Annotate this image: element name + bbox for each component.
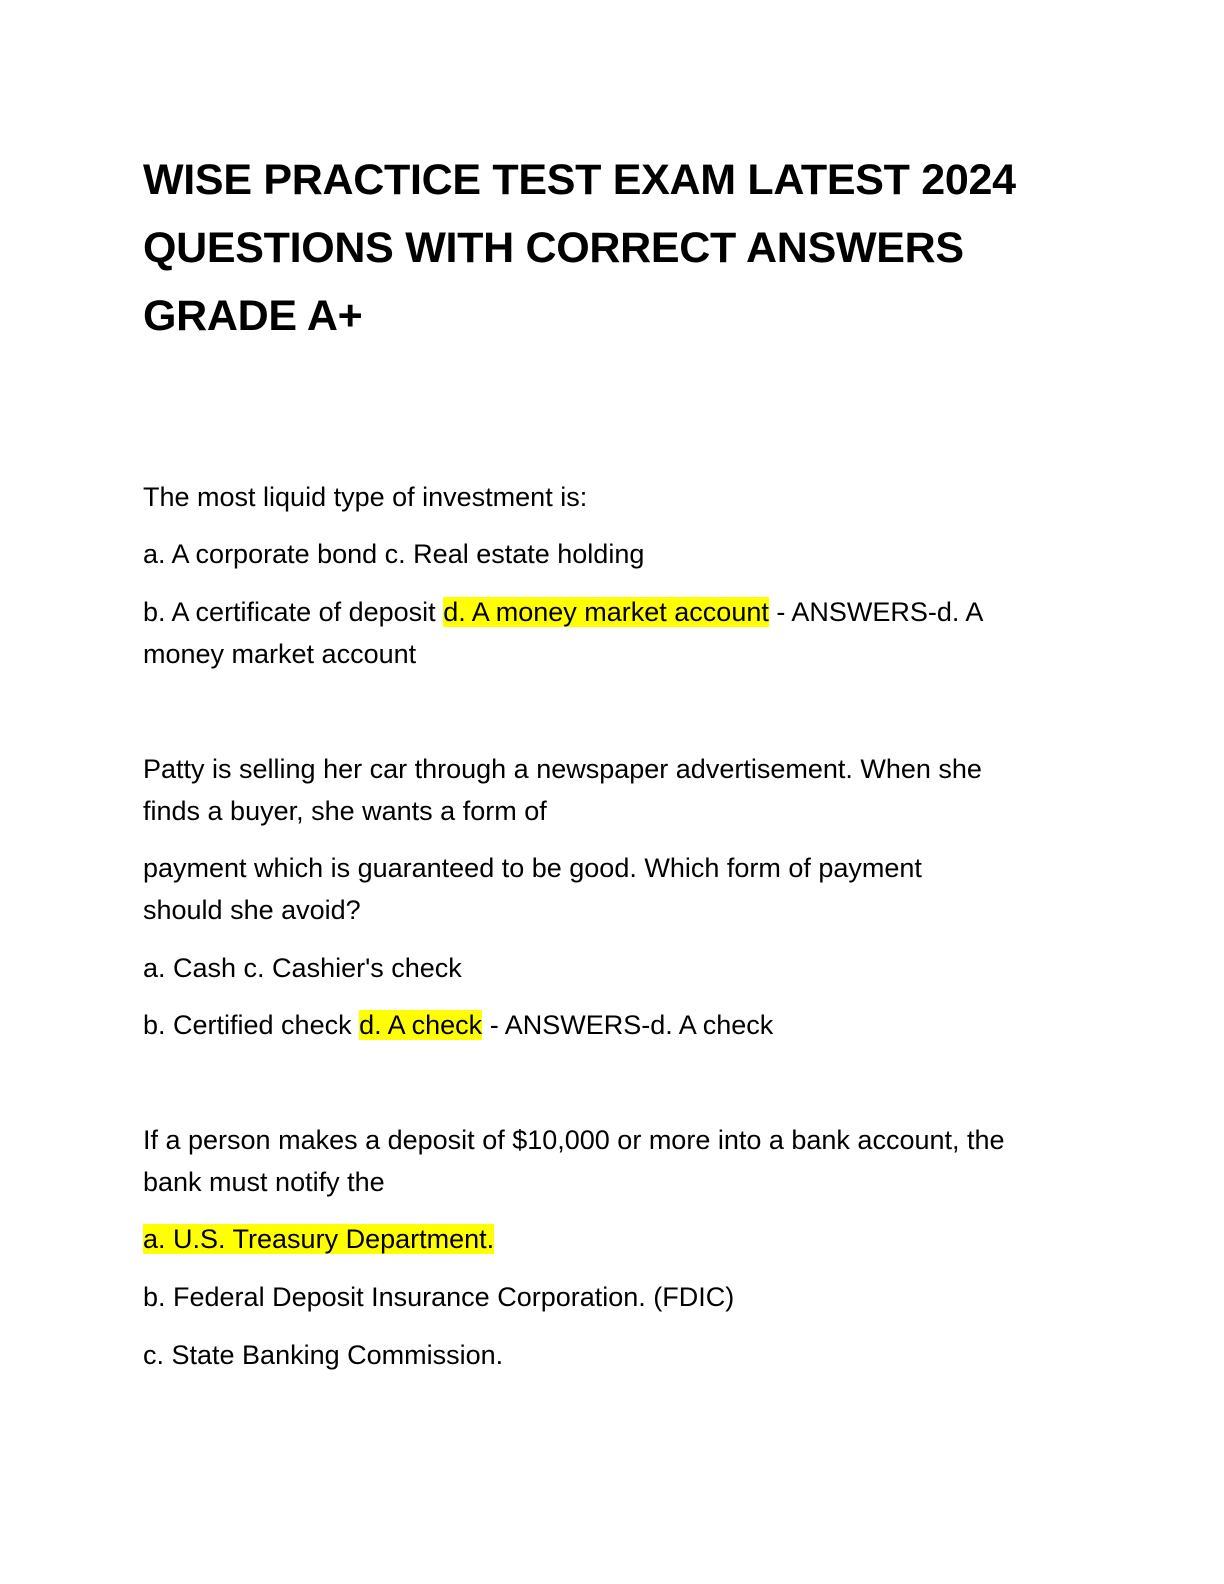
q2-correct-option-highlight: d. A check [359, 1010, 483, 1040]
q2-option-b: b. Certified check [143, 1010, 360, 1040]
q3-option-b: b. Federal Deposit Insurance Corporation. (FDIC) [143, 1282, 735, 1312]
q1-option-b-line [143, 591, 983, 633]
q2-question-line-4: should she avoid? [143, 895, 361, 925]
title-line-3: GRADE A+ [143, 292, 363, 340]
q2-options-a-c: a. Cash c. Cashier's check [143, 953, 462, 983]
q3-correct-option-highlight: a. U.S. Treasury Department. [143, 1224, 495, 1254]
q3-option-a-line [143, 1218, 494, 1260]
q2-question-line-3: payment which is guaranteed to be good. Which form of payment [143, 853, 922, 883]
q1-correct-option-highlight: d. A money market account [443, 597, 769, 627]
q1-option-b: b. A certificate of deposit [143, 597, 444, 627]
document-title [143, 146, 1083, 350]
q3-option-c: c. State Banking Commission. [143, 1340, 504, 1370]
q1-answer: - ANSWERS-d. A [768, 597, 984, 627]
q1-question: The most liquid type of investment is: [143, 482, 588, 512]
title-line-2: QUESTIONS WITH CORRECT ANSWERS [143, 224, 964, 272]
title-line-1: WISE PRACTICE TEST EXAM LATEST 2024 [143, 156, 1016, 204]
q3-question-line-1: If a person makes a deposit of $10,000 or more into a bank account, the [143, 1125, 1005, 1155]
q2-question-line-1: Patty is selling her car through a newspaper advertisement. When she [143, 754, 982, 784]
q3-question-line-2: bank must notify the [143, 1167, 385, 1197]
q2-question-line-2: finds a buyer, she wants a form of [143, 796, 547, 826]
q1-options-a-c: a. A corporate bond c. Real estate holding [143, 539, 645, 569]
q2-option-b-line [143, 1004, 773, 1046]
q1-answer-continued: money market account [143, 639, 417, 669]
q2-answer: - ANSWERS-d. A check [482, 1010, 774, 1040]
